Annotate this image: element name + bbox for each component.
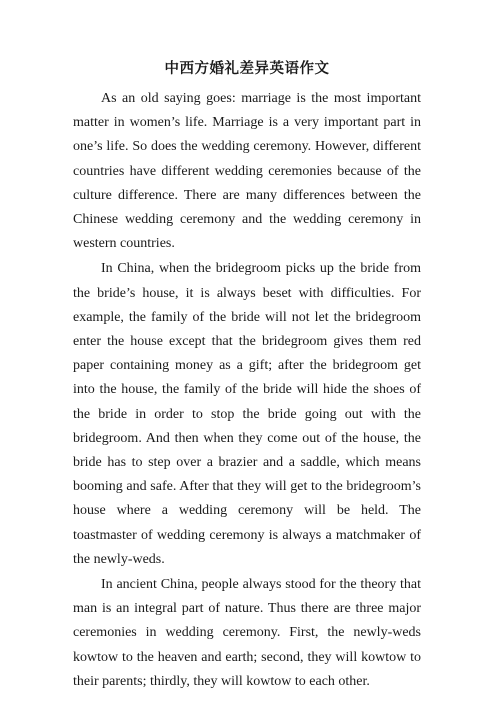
paragraph-ancient-china: In ancient China, people always stood for the theory that man is an integral part of nature. Thus there are three major ceremonies in wedding ceremony. First, the newly-weds kowtow to the heaven and earth; second, they will kowtow to their parents; thirdly, they will kowtow to each other. (73, 577, 421, 689)
paragraph-chinese-custom: In China, when the bridegroom picks up the bride from the bride’s house, it is always beset with difficulties. For example, the family of the bride will not let the bridegroom enter the house except that the bridegroom gives them red paper containing money as a gift; after the bridegroom get into the house, the family of the bride will hide the shoes of the bride in order to stop the bride going out with the bridegroom. And then when they come out of the house, the bride has to step over a brazier and a saddle, which means booming and safe. After that they will get to the bridegroom’s house where a wedding ceremony will be held. The toastmaster of wedding ceremony is always a matchmaker of the newly-weds. (73, 261, 421, 567)
document-page (73, 60, 421, 694)
document-title: 中西方婚礼差异英语作文 (164, 61, 330, 77)
paragraph-intro: As an old saying goes: marriage is the most important matter in women’s life. Marriage is a very important part in one’s life. So does the wedding ceremony. However, different countries have different wedding ceremonies because of the culture difference. There are many differences between the Chinese wedding ceremony and the wedding ceremony in western countries. (73, 91, 421, 252)
